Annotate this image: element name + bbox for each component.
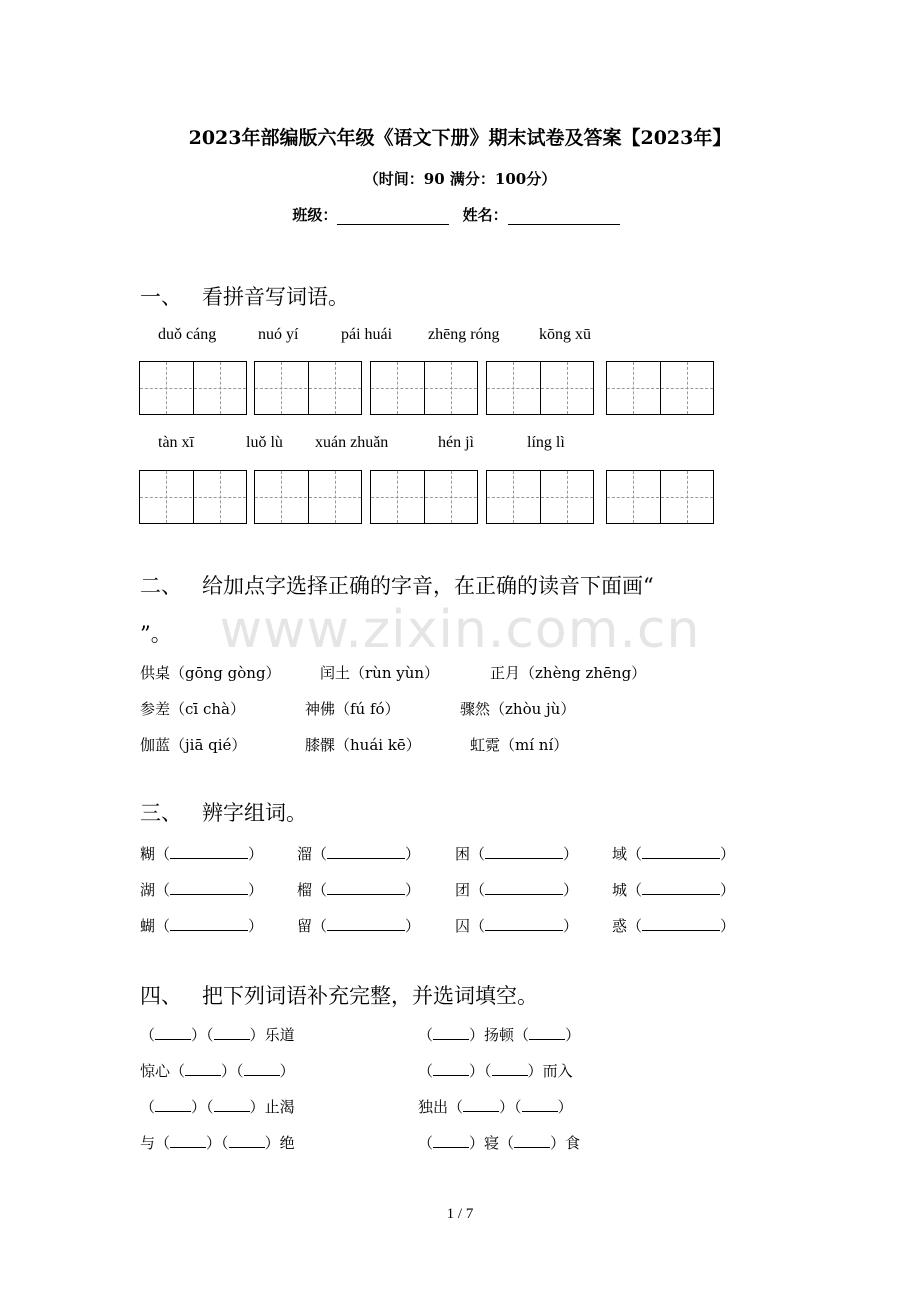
paren-open: （ — [140, 1026, 156, 1044]
writing-box[interactable] — [139, 470, 247, 524]
answer-blank[interactable] — [433, 1025, 469, 1040]
pinyin-item: zhēng róng — [428, 326, 500, 343]
paren-close: ） — [720, 917, 736, 935]
pinyin-item: duǒ cáng — [158, 326, 217, 343]
class-blank[interactable] — [337, 208, 449, 225]
answer-blank[interactable] — [642, 880, 720, 895]
reading-item[interactable]: 骤然（zhòu jù） — [460, 700, 576, 718]
idiom-item — [140, 1024, 295, 1045]
paren-close: ） — [279, 1062, 295, 1080]
pinyin-item: nuó yí — [258, 326, 299, 343]
paren-close: ） — [405, 917, 421, 935]
paren-close: ） — [720, 845, 736, 863]
paren-open: （ — [312, 881, 328, 899]
reading-item[interactable]: 参差（cī chà） — [140, 700, 245, 718]
writing-box[interactable] — [139, 361, 247, 415]
idiom-text: 绝 — [279, 1134, 295, 1152]
idiom-text: 寝 — [484, 1134, 500, 1152]
answer-blank[interactable] — [327, 880, 405, 895]
word-item — [455, 843, 578, 864]
section-3-heading — [140, 797, 307, 827]
paren-close: ） — [249, 1026, 265, 1044]
paren-open: （ — [206, 1026, 214, 1044]
answer-blank[interactable] — [170, 1133, 206, 1148]
answer-blank[interactable] — [244, 1061, 280, 1076]
section-title: 辨字组词。 — [202, 801, 307, 825]
paren-open: （ — [514, 1098, 522, 1116]
name-blank[interactable] — [508, 208, 620, 225]
paren-close: ） — [191, 1026, 207, 1044]
student-info-line — [0, 204, 920, 225]
word-item — [455, 915, 578, 936]
paren-open: （ — [140, 1098, 156, 1116]
idiom-item — [140, 1060, 295, 1081]
paren-open: （ — [470, 917, 486, 935]
paren-close: ） — [499, 1098, 515, 1116]
word-item — [297, 843, 420, 864]
paren-close: ） — [248, 881, 264, 899]
paren-close: ） — [527, 1062, 543, 1080]
writing-box[interactable] — [254, 361, 362, 415]
paren-open: （ — [155, 881, 171, 899]
document-title: 2023年部编版六年级《语文下册》期末试卷及答案【2023年】 — [188, 127, 732, 149]
pinyin-item: xuán zhuǎn — [315, 434, 389, 451]
idiom-item — [418, 1132, 580, 1153]
idiom-text: 止渴 — [264, 1098, 295, 1116]
paren-close: ） — [249, 1098, 265, 1116]
section-title: 把下列词语补充完整，并选词填空。 — [202, 984, 538, 1008]
reading-item[interactable]: 伽蓝（jiā qié） — [140, 736, 247, 754]
word-item — [297, 879, 420, 900]
reading-item[interactable]: 神佛（fú fó） — [305, 700, 400, 718]
reading-item[interactable]: 闰土（rùn yùn） — [320, 664, 440, 682]
word-item — [140, 843, 263, 864]
idiom-text: 食 — [565, 1134, 581, 1152]
section-number: 四、 — [140, 984, 182, 1008]
answer-blank[interactable] — [522, 1097, 558, 1112]
reading-item[interactable]: 虹霓（mí ní） — [470, 736, 569, 754]
character: 囚 — [455, 917, 471, 935]
section-4-heading — [140, 980, 538, 1010]
paren-close: ） — [469, 1134, 485, 1152]
section-2-heading — [140, 570, 654, 600]
character: 域 — [612, 845, 628, 863]
answer-blank[interactable] — [485, 880, 563, 895]
answer-blank[interactable] — [514, 1133, 550, 1148]
paren-open: （ — [499, 1134, 515, 1152]
idiom-item — [418, 1024, 580, 1045]
idiom-item — [140, 1132, 295, 1153]
answer-blank[interactable] — [485, 844, 563, 859]
idiom-text: 扬顿 — [484, 1026, 515, 1044]
reading-item[interactable]: 膝髁（huái kē） — [305, 736, 421, 754]
answer-blank[interactable] — [642, 844, 720, 859]
writing-box[interactable] — [254, 470, 362, 524]
answer-blank[interactable] — [433, 1133, 469, 1148]
paren-open: （ — [418, 1062, 434, 1080]
paren-open: （ — [627, 881, 643, 899]
word-item — [612, 843, 735, 864]
word-item — [455, 879, 578, 900]
pinyin-item: tàn xī — [158, 434, 194, 451]
writing-box[interactable] — [370, 361, 478, 415]
reading-item[interactable]: 供桌（gōng gòng） — [140, 664, 281, 682]
section-number: 三、 — [140, 801, 182, 825]
writing-box[interactable] — [606, 470, 714, 524]
writing-box[interactable] — [486, 470, 594, 524]
section-2-heading-cont: ”。 — [140, 622, 172, 646]
answer-blank[interactable] — [327, 916, 405, 931]
paren-open: （ — [627, 845, 643, 863]
answer-blank[interactable] — [170, 880, 248, 895]
reading-item[interactable]: 正月（zhèng zhēng） — [490, 664, 647, 682]
word-item — [612, 915, 735, 936]
paren-close: ） — [206, 1134, 222, 1152]
answer-blank[interactable] — [485, 916, 563, 931]
word-item — [140, 915, 263, 936]
watermark: www.zixin.com.cn — [219, 600, 701, 660]
page-number: 1 / 7 — [446, 1206, 474, 1222]
paren-open: （ — [514, 1026, 530, 1044]
paren-close: ） — [264, 1134, 280, 1152]
paren-open: （ — [627, 917, 643, 935]
answer-blank[interactable] — [170, 844, 248, 859]
word-item — [140, 879, 263, 900]
name-label: 姓名： — [462, 206, 508, 224]
writing-box[interactable] — [370, 470, 478, 524]
exam-info: （时间：90 满分：100分） — [363, 170, 557, 188]
paren-close: ） — [469, 1062, 485, 1080]
paren-close: ） — [248, 917, 264, 935]
paren-close: ） — [469, 1026, 485, 1044]
character: 蝴 — [140, 917, 156, 935]
paren-close: ） — [563, 917, 579, 935]
word-item — [297, 915, 420, 936]
idiom-text: 乐道 — [264, 1026, 295, 1044]
paren-open: （ — [312, 845, 328, 863]
character: 团 — [455, 881, 471, 899]
answer-blank[interactable] — [155, 1097, 191, 1112]
paren-open: （ — [155, 917, 171, 935]
paren-close: ） — [248, 845, 264, 863]
answer-blank[interactable] — [214, 1025, 250, 1040]
paren-close: ） — [563, 845, 579, 863]
paren-open: （ — [170, 1062, 186, 1080]
idiom-text: 惊心 — [140, 1062, 171, 1080]
paren-open: （ — [155, 1134, 171, 1152]
answer-blank[interactable] — [327, 844, 405, 859]
paren-open: （ — [448, 1098, 464, 1116]
idiom-item — [418, 1096, 573, 1117]
character: 榴 — [297, 881, 313, 899]
pinyin-item: líng lì — [527, 434, 565, 451]
character: 留 — [297, 917, 313, 935]
section-title: 看拼音写词语。 — [202, 285, 349, 309]
paren-close: ） — [557, 1098, 573, 1116]
paren-close: ） — [191, 1098, 207, 1116]
character: 惑 — [612, 917, 628, 935]
paren-open: （ — [155, 845, 171, 863]
answer-blank[interactable] — [170, 916, 248, 931]
pinyin-item: luǒ lù — [246, 434, 283, 451]
writing-box[interactable] — [606, 361, 714, 415]
character: 糊 — [140, 845, 156, 863]
class-label: 班级： — [292, 206, 338, 224]
paren-close: ） — [720, 881, 736, 899]
idiom-item — [418, 1060, 573, 1081]
answer-blank[interactable] — [433, 1061, 469, 1076]
answer-blank[interactable] — [529, 1025, 565, 1040]
idiom-text: 独出 — [418, 1098, 449, 1116]
answer-blank[interactable] — [155, 1025, 191, 1040]
answer-blank[interactable] — [214, 1097, 250, 1112]
paren-close: ） — [565, 1026, 581, 1044]
idiom-item — [140, 1096, 295, 1117]
pinyin-item: pái huái — [341, 326, 393, 343]
paren-open: （ — [484, 1062, 492, 1080]
section-number: 一、 — [140, 285, 182, 309]
section-number: 二、 — [140, 574, 182, 598]
character: 困 — [455, 845, 471, 863]
paren-close: ） — [221, 1062, 237, 1080]
idiom-text: 与 — [140, 1134, 156, 1152]
writing-box[interactable] — [486, 361, 594, 415]
paren-open: （ — [418, 1134, 434, 1152]
paren-open: （ — [418, 1026, 434, 1044]
paren-close: ） — [405, 845, 421, 863]
idiom-text: 而入 — [542, 1062, 573, 1080]
answer-blank[interactable] — [229, 1133, 265, 1148]
paren-open: （ — [470, 881, 486, 899]
paren-open: （ — [470, 845, 486, 863]
section-1-heading — [140, 281, 349, 311]
answer-blank[interactable] — [492, 1061, 528, 1076]
paren-close: ） — [563, 881, 579, 899]
paren-open: （ — [206, 1098, 214, 1116]
paren-open: （ — [236, 1062, 244, 1080]
pinyin-item: kōng xū — [539, 326, 591, 343]
pinyin-item: hén jì — [438, 434, 474, 451]
paren-open: （ — [221, 1134, 229, 1152]
character: 溜 — [297, 845, 313, 863]
answer-blank[interactable] — [642, 916, 720, 931]
character: 城 — [612, 881, 628, 899]
character: 湖 — [140, 881, 156, 899]
answer-blank[interactable] — [185, 1061, 221, 1076]
word-item — [612, 879, 735, 900]
section-title: 给加点字选择正确的字音，在正确的读音下面画“ — [202, 574, 654, 598]
answer-blank[interactable] — [463, 1097, 499, 1112]
paren-close: ） — [405, 881, 421, 899]
paren-close: ） — [550, 1134, 566, 1152]
paren-open: （ — [312, 917, 328, 935]
